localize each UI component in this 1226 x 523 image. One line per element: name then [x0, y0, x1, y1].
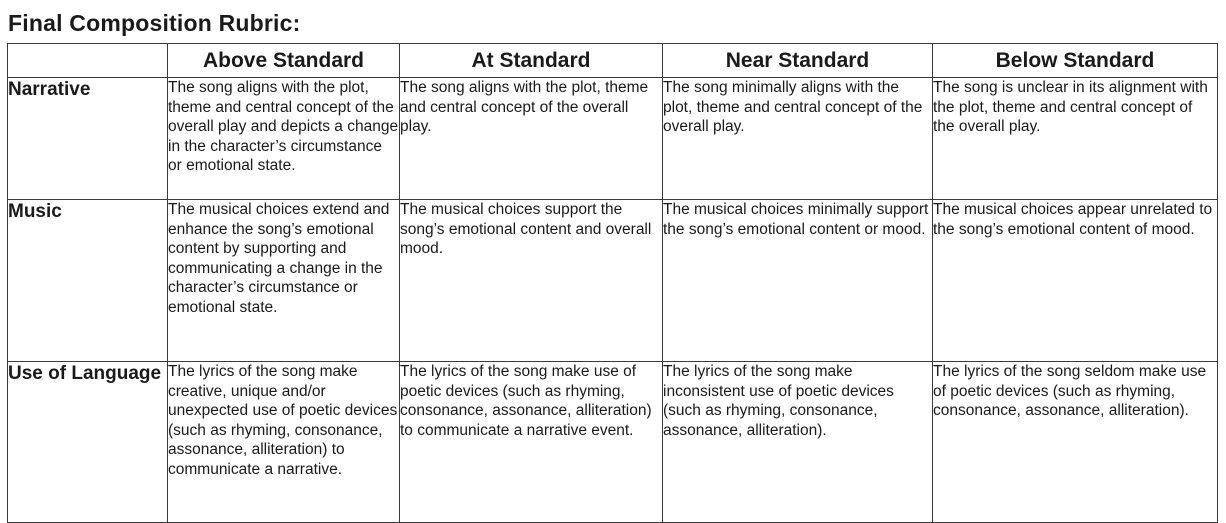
column-header-near-standard: Near Standard: [663, 44, 933, 78]
table-cell: The song aligns with the plot, theme and central concept of the overall play.: [400, 78, 663, 200]
table-row: [8, 362, 1218, 523]
row-header-use-of-language: Use of Language: [8, 362, 168, 523]
table-cell: The song is unclear in its alignment with the plot, theme and central concept of the overall play.: [933, 78, 1218, 200]
table-cell: The lyrics of the song make use of poetic devices (such as rhyming, consonance, assonance, alliteration) to communicate a narrative event.: [400, 362, 663, 523]
corner-cell: [8, 44, 168, 78]
table-cell: The musical choices minimally support the song’s emotional content or mood.: [663, 200, 933, 362]
table-row: [8, 78, 1218, 200]
row-header-music: Music: [8, 200, 168, 362]
page-title: Final Composition Rubric:: [8, 10, 301, 36]
rubric-table: [7, 43, 1218, 523]
column-header-below-standard: Below Standard: [933, 44, 1218, 78]
column-header-above-standard: Above Standard: [168, 44, 400, 78]
header-row: [8, 44, 1218, 78]
row-header-narrative: Narrative: [8, 78, 168, 200]
table-cell: The song minimally aligns with the plot, theme and central concept of the overall play.: [663, 78, 933, 200]
column-header-at-standard: At Standard: [400, 44, 663, 78]
table-cell: The musical choices appear unrelated to the song’s emotional content of mood.: [933, 200, 1218, 362]
table-cell: The lyrics of the song make inconsistent use of poetic devices (such as rhyming, consonance, assonance, alliteration).: [663, 362, 933, 523]
table-cell: The song aligns with the plot, theme and central concept of the overall play and depicts a change in the character’s circumstance or emotional state.: [168, 78, 400, 200]
table-cell: The musical choices support the song’s emotional content and overall mood.: [400, 200, 663, 362]
table-cell: The lyrics of the song seldom make use of poetic devices (such as rhyming, consonance, assonance, alliteration).: [933, 362, 1218, 523]
table-cell: The lyrics of the song make creative, unique and/or unexpected use of poetic devices (such as rhyming, consonance, assonance, alliteration) to communicate a narrative.: [168, 362, 400, 523]
table-cell: The musical choices extend and enhance the song’s emotional content by supporting and communicating a change in the character’s circumstance or emotional state.: [168, 200, 400, 362]
table-row: [8, 200, 1218, 362]
